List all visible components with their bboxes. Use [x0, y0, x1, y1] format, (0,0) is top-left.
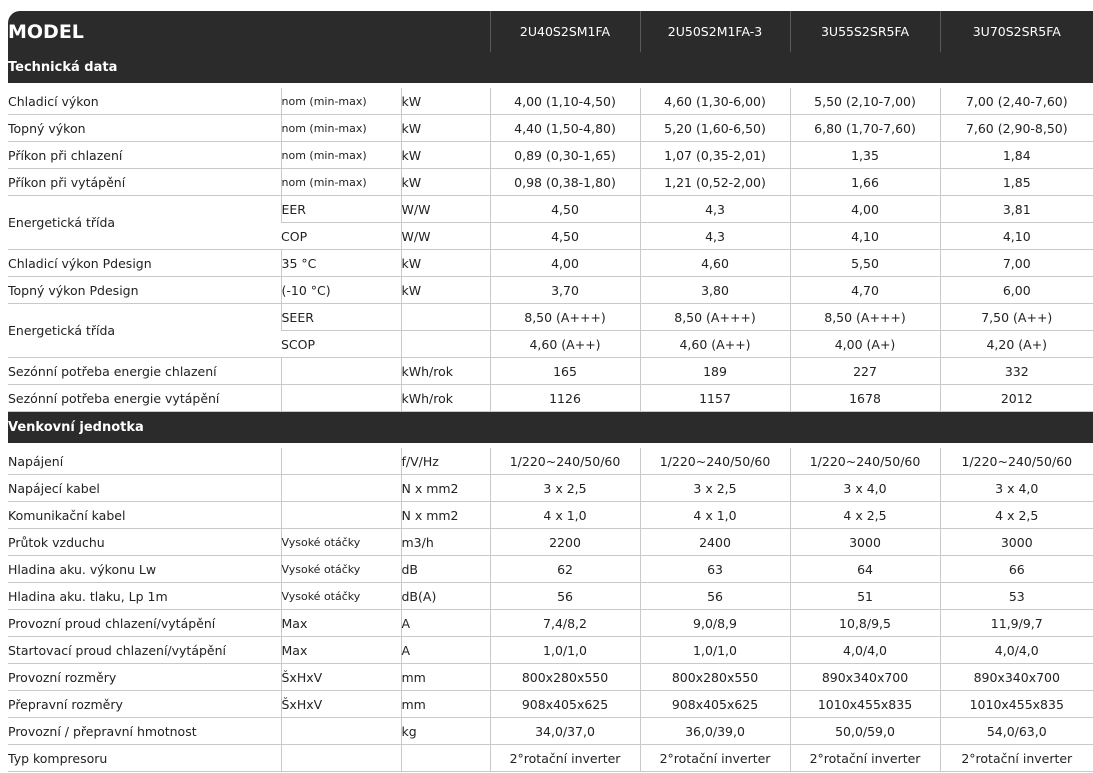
value-cell: 4 x 1,0 [640, 502, 790, 529]
value-cell: 908x405x625 [490, 691, 640, 718]
table-row [8, 745, 1093, 772]
value-cell: 3,80 [640, 277, 790, 304]
condition-cell: COP [281, 223, 401, 250]
unit-cell: A [401, 610, 490, 637]
value-cell: 1/220~240/50/60 [490, 448, 640, 475]
condition-cell [281, 358, 401, 385]
condition-cell: nom (min-max) [281, 142, 401, 169]
value-cell: 2°rotační inverter [490, 745, 640, 772]
value-cell: 165 [490, 358, 640, 385]
unit-cell [401, 304, 490, 331]
value-cell: 1126 [490, 385, 640, 412]
value-cell: 8,50 (A+++) [490, 304, 640, 331]
condition-cell: Vysoké otáčky [281, 583, 401, 610]
value-cell: 4,10 [790, 223, 940, 250]
table-row [8, 277, 1093, 304]
value-cell: 3000 [790, 529, 940, 556]
model-name: 3U55S2SR5FA [790, 11, 940, 52]
unit-cell: W/W [401, 196, 490, 223]
value-cell: 56 [640, 583, 790, 610]
table-row [8, 385, 1093, 412]
unit-cell: kW [401, 169, 490, 196]
parameter-name: Sezónní potřeba energie chlazení [8, 358, 281, 385]
condition-cell: nom (min-max) [281, 115, 401, 142]
parameter-name: Energetická třída [8, 304, 281, 358]
section-title: Venkovní jednotka [8, 412, 1093, 444]
value-cell: 4,70 [790, 277, 940, 304]
parameter-name: Hladina aku. tlaku, Lp 1m [8, 583, 281, 610]
value-cell: 2°rotační inverter [790, 745, 940, 772]
value-cell: 4,40 (1,50-4,80) [490, 115, 640, 142]
value-cell: 2°rotační inverter [640, 745, 790, 772]
condition-cell: SCOP [281, 331, 401, 358]
value-cell: 4,60 (A++) [640, 331, 790, 358]
table-row [8, 358, 1093, 385]
condition-cell: nom (min-max) [281, 88, 401, 115]
value-cell: 4,60 (1,30-6,00) [640, 88, 790, 115]
condition-cell: Vysoké otáčky [281, 529, 401, 556]
value-cell: 3,70 [490, 277, 640, 304]
value-cell: 2400 [640, 529, 790, 556]
value-cell: 890x340x700 [940, 664, 1093, 691]
value-cell: 0,89 (0,30-1,65) [490, 142, 640, 169]
value-cell: 1/220~240/50/60 [640, 448, 790, 475]
parameter-name: Provozní / přepravní hmotnost [8, 718, 281, 745]
unit-cell: W/W [401, 223, 490, 250]
value-cell: 1,85 [940, 169, 1093, 196]
unit-cell: kW [401, 115, 490, 142]
unit-cell: kW [401, 250, 490, 277]
value-cell: 64 [790, 556, 940, 583]
value-cell: 3000 [940, 529, 1093, 556]
unit-cell: kWh/rok [401, 385, 490, 412]
value-cell: 4,10 [940, 223, 1093, 250]
value-cell: 4,00 (1,10-4,50) [490, 88, 640, 115]
value-cell: 189 [640, 358, 790, 385]
parameter-name: Topný výkon Pdesign [8, 277, 281, 304]
parameter-name: Sezónní potřeba energie vytápění [8, 385, 281, 412]
table-row [8, 529, 1093, 556]
value-cell: 34,0/37,0 [490, 718, 640, 745]
value-cell: 3,81 [940, 196, 1093, 223]
condition-cell [281, 745, 401, 772]
unit-cell: dB [401, 556, 490, 583]
unit-cell: N x mm2 [401, 502, 490, 529]
table-row [8, 502, 1093, 529]
parameter-name: Příkon při vytápění [8, 169, 281, 196]
value-cell: 4 x 2,5 [790, 502, 940, 529]
value-cell: 1,84 [940, 142, 1093, 169]
value-cell: 0,98 (0,38-1,80) [490, 169, 640, 196]
unit-cell: mm [401, 664, 490, 691]
value-cell: 3 x 2,5 [640, 475, 790, 502]
value-cell: 8,50 (A+++) [640, 304, 790, 331]
value-cell: 1,0/1,0 [490, 637, 640, 664]
unit-cell: kW [401, 277, 490, 304]
value-cell: 1,21 (0,52-2,00) [640, 169, 790, 196]
table-row [8, 664, 1093, 691]
value-cell: 9,0/8,9 [640, 610, 790, 637]
condition-cell [281, 448, 401, 475]
model-name: 2U40S2SM1FA [490, 11, 640, 52]
section-title: Technická data [8, 52, 1093, 83]
value-cell: 4,00 (A+) [790, 331, 940, 358]
value-cell: 1678 [790, 385, 940, 412]
parameter-name: Napájecí kabel [8, 475, 281, 502]
value-cell: 4,20 (A+) [940, 331, 1093, 358]
value-cell: 6,00 [940, 277, 1093, 304]
value-cell: 4,0/4,0 [940, 637, 1093, 664]
value-cell: 11,9/9,7 [940, 610, 1093, 637]
value-cell: 1,0/1,0 [640, 637, 790, 664]
value-cell: 4,00 [790, 196, 940, 223]
section-header [8, 52, 1093, 83]
value-cell: 908x405x625 [640, 691, 790, 718]
value-cell: 3 x 2,5 [490, 475, 640, 502]
parameter-name: Napájení [8, 448, 281, 475]
value-cell: 4,50 [490, 196, 640, 223]
unit-cell: dB(A) [401, 583, 490, 610]
value-cell: 5,20 (1,60-6,50) [640, 115, 790, 142]
condition-cell [281, 502, 401, 529]
value-cell: 10,8/9,5 [790, 610, 940, 637]
value-cell: 7,00 [940, 250, 1093, 277]
parameter-name: Typ kompresoru [8, 745, 281, 772]
parameter-name: Příkon při chlazení [8, 142, 281, 169]
value-cell: 36,0/39,0 [640, 718, 790, 745]
table-row [8, 250, 1093, 277]
spec-table [8, 11, 1093, 772]
condition-cell [281, 718, 401, 745]
value-cell: 800x280x550 [640, 664, 790, 691]
value-cell: 7,50 (A++) [940, 304, 1093, 331]
value-cell: 4 x 2,5 [940, 502, 1093, 529]
value-cell: 8,50 (A+++) [790, 304, 940, 331]
value-cell: 66 [940, 556, 1093, 583]
value-cell: 7,60 (2,90-8,50) [940, 115, 1093, 142]
unit-cell: kWh/rok [401, 358, 490, 385]
parameter-name: Chladicí výkon Pdesign [8, 250, 281, 277]
value-cell: 4 x 1,0 [490, 502, 640, 529]
table-row [8, 718, 1093, 745]
condition-cell: Max [281, 610, 401, 637]
value-cell: 1010x455x835 [940, 691, 1093, 718]
table-row [8, 583, 1093, 610]
value-cell: 4,60 (A++) [490, 331, 640, 358]
model-label: MODEL [8, 11, 490, 52]
value-cell: 62 [490, 556, 640, 583]
table-row [8, 196, 1093, 223]
parameter-name: Průtok vzduchu [8, 529, 281, 556]
header-row [8, 11, 1093, 52]
parameter-name: Energetická třída [8, 196, 281, 250]
unit-cell: m3/h [401, 529, 490, 556]
parameter-name: Komunikační kabel [8, 502, 281, 529]
value-cell: 4,3 [640, 223, 790, 250]
table-row [8, 169, 1093, 196]
value-cell: 7,4/8,2 [490, 610, 640, 637]
condition-cell: nom (min-max) [281, 169, 401, 196]
value-cell: 5,50 (2,10-7,00) [790, 88, 940, 115]
value-cell: 7,00 (2,40-7,60) [940, 88, 1093, 115]
value-cell: 332 [940, 358, 1093, 385]
value-cell: 227 [790, 358, 940, 385]
table-row [8, 115, 1093, 142]
value-cell: 1,66 [790, 169, 940, 196]
value-cell: 63 [640, 556, 790, 583]
value-cell: 53 [940, 583, 1093, 610]
table-row [8, 556, 1093, 583]
condition-cell: (-10 °C) [281, 277, 401, 304]
parameter-name: Chladicí výkon [8, 88, 281, 115]
value-cell: 1,35 [790, 142, 940, 169]
value-cell: 3 x 4,0 [940, 475, 1093, 502]
parameter-name: Hladina aku. výkonu Lw [8, 556, 281, 583]
condition-cell: ŠxHxV [281, 691, 401, 718]
value-cell: 890x340x700 [790, 664, 940, 691]
value-cell: 4,00 [490, 250, 640, 277]
table-row [8, 88, 1093, 115]
table-row [8, 448, 1093, 475]
table-row [8, 691, 1093, 718]
condition-cell: ŠxHxV [281, 664, 401, 691]
unit-cell: kg [401, 718, 490, 745]
parameter-name: Startovací proud chlazení/vytápění [8, 637, 281, 664]
value-cell: 50,0/59,0 [790, 718, 940, 745]
model-name: 3U70S2SR5FA [940, 11, 1093, 52]
value-cell: 4,60 [640, 250, 790, 277]
value-cell: 3 x 4,0 [790, 475, 940, 502]
value-cell: 4,50 [490, 223, 640, 250]
unit-cell: mm [401, 691, 490, 718]
unit-cell [401, 745, 490, 772]
unit-cell: N x mm2 [401, 475, 490, 502]
value-cell: 54,0/63,0 [940, 718, 1093, 745]
value-cell: 1/220~240/50/60 [790, 448, 940, 475]
condition-cell: SEER [281, 304, 401, 331]
unit-cell: f/V/Hz [401, 448, 490, 475]
value-cell: 1/220~240/50/60 [940, 448, 1093, 475]
parameter-name: Přepravní rozměry [8, 691, 281, 718]
unit-cell: kW [401, 88, 490, 115]
value-cell: 2°rotační inverter [940, 745, 1093, 772]
condition-cell [281, 475, 401, 502]
table-row [8, 304, 1093, 331]
value-cell: 1,07 (0,35-2,01) [640, 142, 790, 169]
value-cell: 5,50 [790, 250, 940, 277]
condition-cell [281, 385, 401, 412]
value-cell: 4,3 [640, 196, 790, 223]
value-cell: 56 [490, 583, 640, 610]
table-row [8, 637, 1093, 664]
table-row [8, 610, 1093, 637]
section-header [8, 412, 1093, 444]
table-row [8, 142, 1093, 169]
model-name: 2U50S2M1FA-3 [640, 11, 790, 52]
value-cell: 800x280x550 [490, 664, 640, 691]
value-cell: 1157 [640, 385, 790, 412]
table-row [8, 475, 1093, 502]
value-cell: 4,0/4,0 [790, 637, 940, 664]
parameter-name: Provozní rozměry [8, 664, 281, 691]
condition-cell: EER [281, 196, 401, 223]
unit-cell [401, 331, 490, 358]
parameter-name: Topný výkon [8, 115, 281, 142]
value-cell: 6,80 (1,70-7,60) [790, 115, 940, 142]
unit-cell: kW [401, 142, 490, 169]
parameter-name: Provozní proud chlazení/vytápění [8, 610, 281, 637]
condition-cell: 35 °C [281, 250, 401, 277]
value-cell: 1010x455x835 [790, 691, 940, 718]
value-cell: 2012 [940, 385, 1093, 412]
value-cell: 51 [790, 583, 940, 610]
value-cell: 2200 [490, 529, 640, 556]
condition-cell: Max [281, 637, 401, 664]
condition-cell: Vysoké otáčky [281, 556, 401, 583]
unit-cell: A [401, 637, 490, 664]
